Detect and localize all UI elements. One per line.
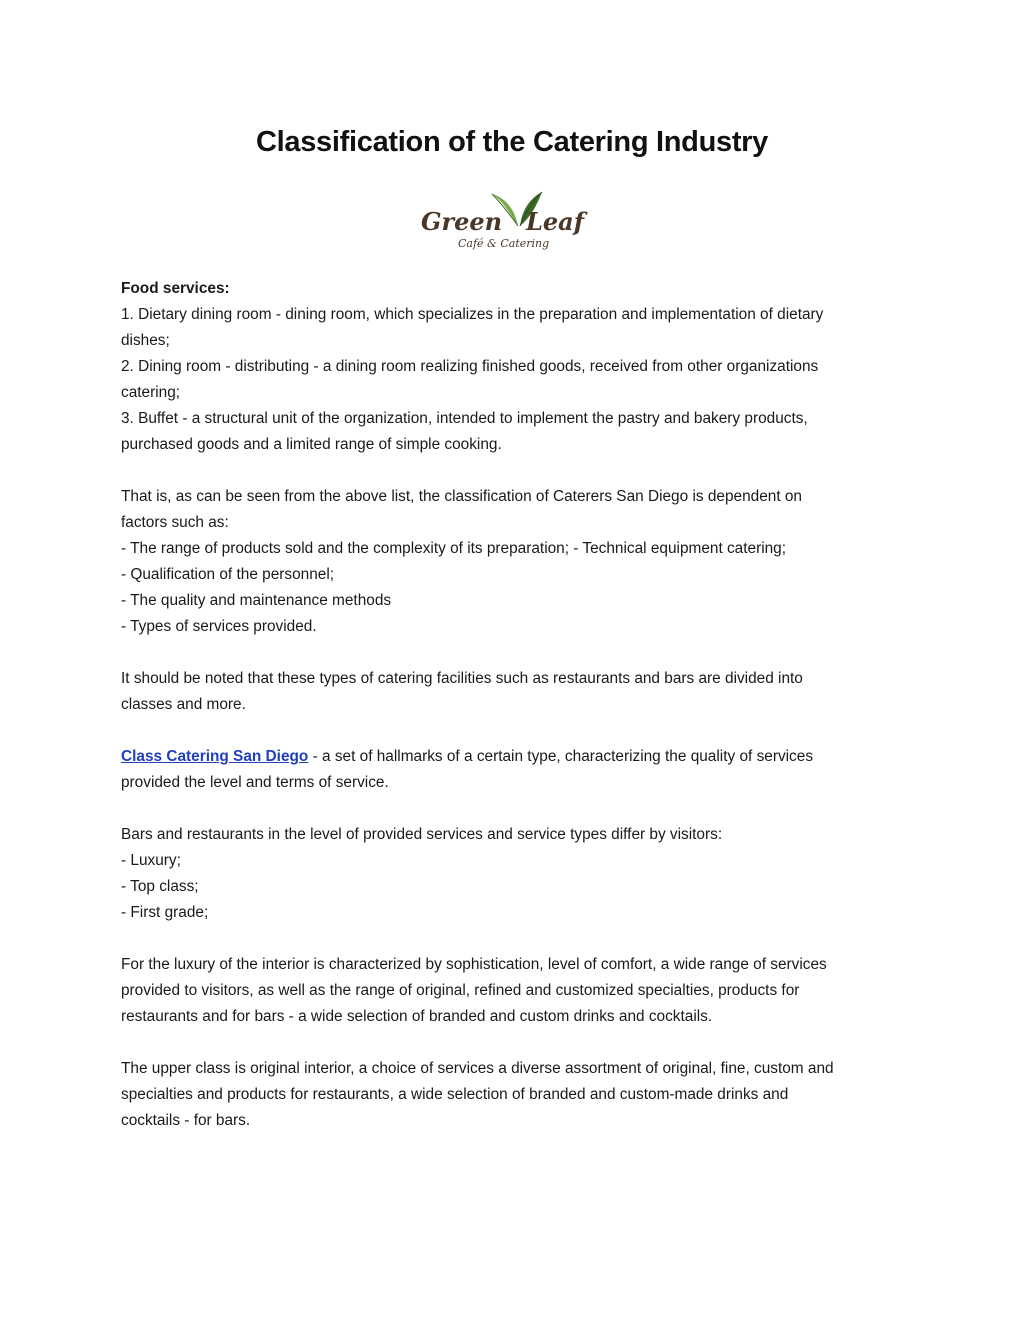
text-line: - Qualification of the personnel; bbox=[121, 566, 335, 583]
list-item: - First grade; bbox=[121, 904, 209, 921]
link-description: - a set of hallmarks of a certain type, characterizing the quality of services bbox=[308, 748, 814, 765]
section-heading: Food services: bbox=[121, 280, 230, 297]
logo-tagline: Café & Catering bbox=[458, 237, 550, 250]
section-upper-class bbox=[121, 1056, 911, 1134]
text-line: dishes; bbox=[121, 332, 170, 349]
text-line: 3. Buffet - a structural unit of the organization, intended to implement the pastry and bakery products, bbox=[121, 410, 808, 427]
text-line: specialties and products for restaurants, a wide selection of branded and custom-made drinks and bbox=[121, 1086, 789, 1103]
text-line: factors such as: bbox=[121, 514, 229, 531]
section-food-services bbox=[121, 276, 911, 458]
text-line: 2. Dining room - distributing - a dining room realizing finished goods, received from other organizations bbox=[121, 358, 819, 375]
text-line: That is, as can be seen from the above list, the classification of Caterers San Diego is dependent on bbox=[121, 488, 802, 505]
text-line: - The quality and maintenance methods bbox=[121, 592, 392, 609]
section-facility-classes bbox=[121, 666, 911, 718]
text-line: catering; bbox=[121, 384, 181, 401]
text-line bbox=[121, 744, 911, 770]
text-line: provided the level and terms of service. bbox=[121, 774, 389, 791]
text-line: provided to visitors, as well as the range of original, refined and customized specialties, products for bbox=[121, 982, 800, 999]
section-luxury bbox=[121, 952, 911, 1030]
list-item: - Top class; bbox=[121, 878, 199, 895]
list-item: - Luxury; bbox=[121, 852, 181, 869]
text-line: classes and more. bbox=[121, 696, 246, 713]
logo-name-part1: Green bbox=[421, 207, 503, 236]
text-line: Bars and restaurants in the level of provided services and service types differ by visitors: bbox=[121, 826, 723, 843]
section-classification-factors bbox=[121, 484, 911, 640]
text-line: restaurants and for bars - a wide selection of branded and custom drinks and cocktails. bbox=[121, 1008, 713, 1025]
class-catering-link[interactable]: Class Catering San Diego bbox=[121, 748, 309, 765]
text-line: The upper class is original interior, a choice of services a diverse assortment of original, fine, custom and bbox=[121, 1060, 834, 1077]
section-class-catering bbox=[121, 744, 911, 796]
page-title: Classification of the Catering Industry bbox=[256, 126, 768, 158]
text-line: For the luxury of the interior is characterized by sophistication, level of comfort, a wide range of services bbox=[121, 956, 827, 973]
text-line: cocktails - for bars. bbox=[121, 1112, 251, 1129]
text-line: purchased goods and a limited range of simple cooking. bbox=[121, 436, 502, 453]
logo-name-part2: Leaf bbox=[526, 207, 585, 236]
text-line: 1. Dietary dining room - dining room, which specializes in the preparation and implementation of dietary bbox=[121, 306, 824, 323]
green-leaf-logo bbox=[418, 186, 608, 254]
text-line: - The range of products sold and the complexity of its preparation; - Technical equipment catering; bbox=[121, 540, 787, 557]
text-line: It should be noted that these types of catering facilities such as restaurants and bars are divided into bbox=[121, 670, 803, 687]
text-line: - Types of services provided. bbox=[121, 618, 317, 635]
section-visitor-levels bbox=[121, 822, 911, 926]
document-body bbox=[121, 276, 911, 1160]
